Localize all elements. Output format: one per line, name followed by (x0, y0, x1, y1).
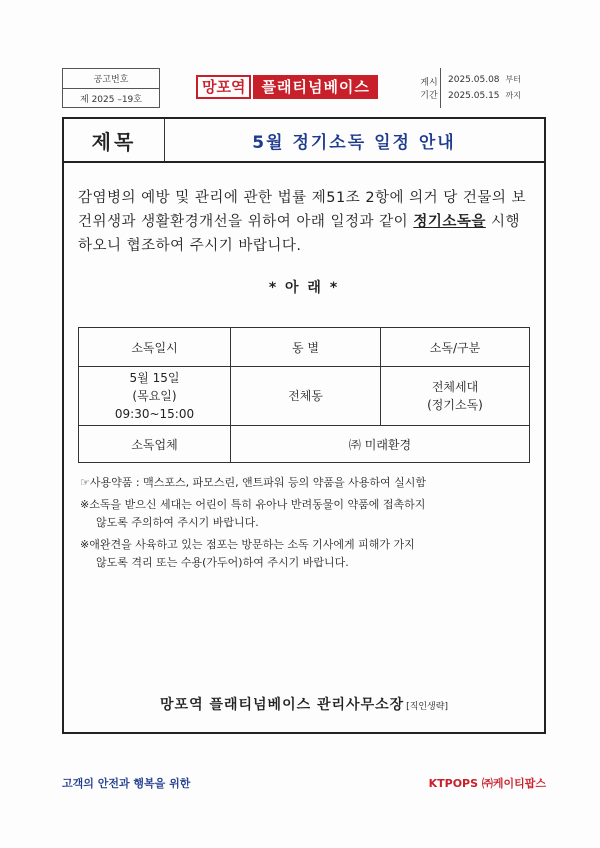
note-pet-stores: ※애완견을 사육하고 있는 점포는 방문하는 소독 기사에게 피해가 가지 않도록 격리 또는 수용(가두어)하여 주시기 바랍니다. (80, 538, 415, 569)
footer-company: KTPOPS ㈜케이티팝스 (428, 777, 546, 790)
cell-date: 5월 15일 (목요일) 09:30~15:00 (79, 367, 231, 426)
stamp-note: [직인생략] (406, 702, 448, 712)
notice-number: 제 2025 –19호 (80, 95, 142, 105)
section-heading: * 아 래 * (268, 280, 340, 296)
cell-type: 전체세대 (정기소독) (381, 367, 530, 426)
posting-dates (448, 72, 521, 104)
notice-number-box (62, 68, 160, 108)
subject-box (62, 117, 546, 163)
table-row (79, 367, 530, 426)
footer-slogan: 고객의 안전과 행복을 위한 (62, 777, 191, 790)
signature-office: 망포역 플래티넘베이스 관리사무소장 (160, 697, 405, 713)
notice-label: 공고번호 (63, 69, 159, 89)
intro-paragraph: 감염병의 예방 및 관리에 관한 법률 제51조 2항에 의거 당 건물의 보건위생과 생활환경개선을 위하여 아래 일정과 같이 정기소독을 시행하오니 협조하여 주시기 바랍니다. (78, 190, 527, 254)
emphasis-disinfection: 정기소독을 (413, 214, 486, 230)
signature (62, 694, 546, 714)
posting-period (418, 68, 544, 108)
page-title: 5월 정기소독 일정 안내 (252, 132, 456, 153)
brand-logo (196, 70, 378, 104)
header-building: 동 별 (231, 328, 381, 367)
table-row-company (79, 426, 530, 463)
table-header-row (79, 328, 530, 367)
posting-end: 2025.05.15 까지 (448, 91, 521, 101)
header-date: 소독일시 (79, 328, 231, 367)
posting-start: 2025.05.08 부터 (448, 75, 521, 85)
subject-label: 제목 (91, 129, 137, 154)
brand-mark: 망포역 (196, 75, 251, 99)
notes (80, 474, 536, 572)
cell-building: 전체동 (231, 367, 381, 426)
schedule-table (78, 327, 530, 463)
header-type: 소독/구분 (381, 328, 530, 367)
posting-period-label: 게시 기간 (418, 68, 441, 108)
cell-company-label: 소독업체 (79, 426, 231, 463)
note-drugs: ☞사용약품 : 맥스포스, 파모스린, 앤트파워 등의 약품을 사용하여 실시함 (80, 476, 427, 489)
cell-company-name: ㈜ 미래환경 (231, 426, 530, 463)
brand-name: 플래티넘베이스 (253, 75, 377, 99)
note-children-pets: ※소독을 받으신 세대는 어린이 특히 유아나 반려동물이 약품에 접촉하지 않도록 주의하여 주시기 바랍니다. (80, 498, 426, 529)
